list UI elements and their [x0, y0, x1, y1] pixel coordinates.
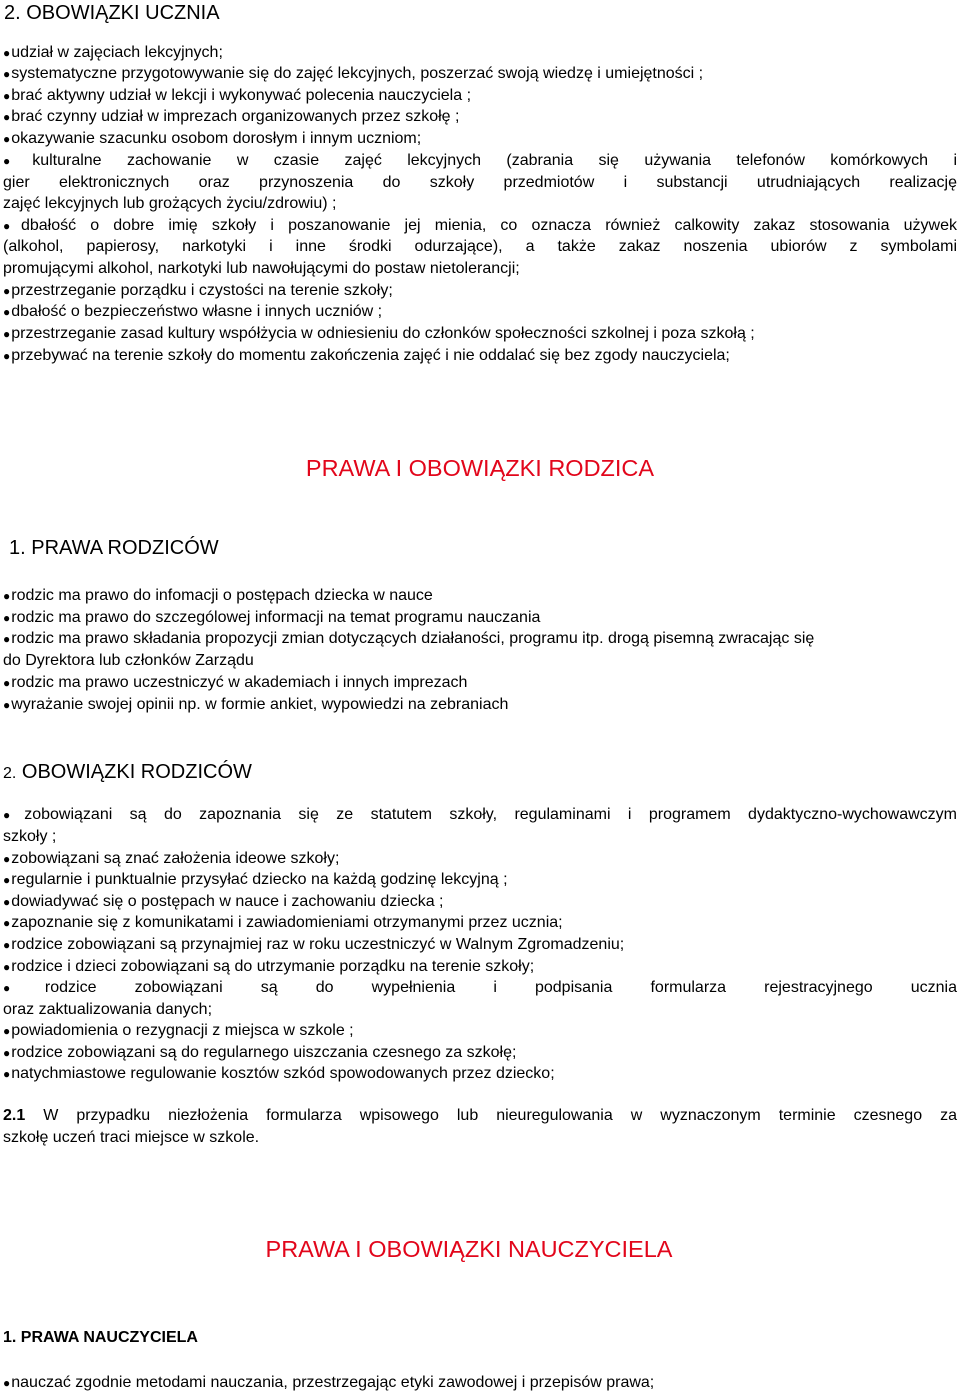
list-item-text: rodzic ma prawo do szczególowej informacji na temat programu nauczania: [11, 609, 541, 626]
list-item: [3, 301, 957, 324]
list-item-text: zajęć lekcyjnych lub grożących życiu/zdrowiu) ;: [3, 195, 337, 212]
bullet-icon: ●: [3, 219, 20, 233]
list-item: [3, 85, 957, 108]
list-item-text: przestrzeganie zasad kultury współżycia w odniesieniu do członków społeczności szkolnej i poza szkołą ;: [11, 325, 755, 342]
list-item-text: okazywanie szacunku osobom dorosłym i innym uczniom;: [11, 130, 422, 147]
list-item-text: natychmiastowe regulowanie kosztów szkód spowodowanych przez dziecko;: [11, 1065, 555, 1082]
list-item-text: zapoznanie się z komunikatami i zawiadomieniami otrzymanymi przez ucznia;: [11, 914, 563, 931]
list-item-text: dbałość o bezpieczeństwo własne i innych uczniów ;: [11, 303, 383, 320]
list-item-text: przebywać na terenie szkoły do momentu zakończenia zajęć i nie oddalać się bez zgody nauczyciela;: [11, 347, 730, 364]
list-item-text: zobowiązani są znać założenia ideowe szkoły;: [11, 850, 340, 867]
list-item: [3, 106, 957, 129]
bullet-icon: ●: [3, 67, 11, 81]
list-item: [3, 891, 957, 914]
list-item: [3, 1372, 957, 1395]
bullet-icon: ●: [3, 1067, 11, 1081]
bullet-icon: ●: [3, 1024, 11, 1038]
parent-duties-heading: [3, 760, 960, 786]
list-item: [3, 193, 957, 215]
list-item-text: rodzic ma prawo uczestniczyć w akademiach i innych imprezach: [11, 674, 468, 691]
bullet-icon: ●: [3, 132, 11, 146]
bullet-icon: ●: [3, 1046, 11, 1060]
list-item: [3, 912, 957, 935]
list-item: [3, 258, 957, 280]
list-item: [3, 236, 957, 258]
teacher-section-title: PRAWA I OBOWIĄZKI NAUCZYCIELA: [265, 1236, 673, 1262]
bullet-icon: ●: [3, 46, 11, 60]
bullet-icon: ●: [3, 852, 11, 866]
list-item-text: rodzic ma prawo do infomacji o postępach dziecka w nauce: [11, 587, 433, 604]
page-title: 2. OBOWIĄZKI UCZNIA: [4, 2, 220, 24]
parent-duties-number: 2.: [3, 765, 17, 782]
list-item-text: nauczać zgodnie metodami nauczania, przestrzegając etyki zawodowej i przepisów prawa;: [11, 1374, 655, 1391]
bullet-icon: ●: [3, 89, 11, 103]
parent-duties-label: OBOWIĄZKI RODZICÓW: [21, 761, 252, 783]
enrollment-note-line-1: [3, 1105, 957, 1127]
list-item-text: rodzice i dzieci zobowiązani są do utrzymanie porządku na terenie szkoły;: [11, 958, 535, 975]
bullet-icon: ●: [3, 349, 11, 363]
bullet-icon: ●: [3, 676, 11, 690]
list-item-text: szkoły ;: [3, 828, 57, 845]
list-item: [3, 1020, 957, 1043]
parent-rights-heading: 1. PRAWA RODZICÓW: [9, 537, 219, 559]
list-item-text: rodzice zobowiązani są do wypełnienia i podpisania formularza rejestracyjnego ucznia: [44, 979, 957, 996]
list-item: [3, 999, 957, 1021]
list-item: [3, 848, 957, 871]
list-item: [3, 804, 957, 827]
list-item-text: brać czynny udział w imprezach organizowanych przez szkołę ;: [11, 108, 460, 125]
list-item-text: wyrażanie swojej opinii np. w formie ankiet, wypowiedzi na zebraniach: [11, 696, 509, 713]
list-item: [3, 585, 957, 608]
list-item: [3, 1042, 957, 1065]
list-item: [3, 280, 957, 303]
list-item: [3, 128, 957, 151]
list-item-text: gier elektronicznych oraz przynoszenia do szkoły przedmiotów i substancji utrudniających realizację: [3, 174, 957, 191]
list-item-text: dowiadywać się o postępach w nauce i zachowaniu dziecka ;: [11, 893, 444, 910]
list-item: [3, 628, 957, 651]
teacher-rights-heading: 1. PRAWA NAUCZYCIELA: [3, 1329, 198, 1346]
bullet-icon: ●: [3, 1376, 11, 1390]
list-item-text: rodzic ma prawo składania propozycji zmian dotyczących działaności, programu itp. drogą pisemną zwracając się: [11, 630, 815, 647]
list-item: [3, 150, 957, 173]
bullet-icon: ●: [3, 960, 11, 974]
list-item-text: (alkohol, papierosy, narkotyki i inne środki odurzające), a także zakaz noszenia ubiorów z symbolami: [3, 238, 957, 255]
bullet-icon: ●: [3, 154, 32, 168]
list-item-text: dbałość o dobre imię szkoły i poszanowanie jej mienia, co oznacza również calkowity zakaz stosowania używek: [20, 217, 957, 234]
enrollment-note-number: 2.1: [3, 1107, 26, 1124]
list-item-text: udział w zajęciach lekcyjnych;: [11, 44, 223, 61]
list-item: [3, 607, 957, 630]
list-item: [3, 672, 957, 695]
list-item: [3, 977, 957, 1000]
bullet-icon: ●: [3, 895, 11, 909]
bullet-icon: ●: [3, 632, 11, 646]
list-item: [3, 42, 957, 65]
list-item-text: przestrzeganie porządku i czystości na terenie szkoły;: [11, 282, 393, 299]
list-item-text: kulturalne zachowanie w czasie zajęć lekcyjnych (zabrania się używania telefonów komórkowych i: [32, 152, 958, 169]
bullet-icon: ●: [3, 611, 11, 625]
parent-section-title: PRAWA I OBOWIĄZKI RODZICA: [305, 455, 655, 481]
bullet-icon: ●: [3, 589, 11, 603]
enrollment-note-line-2: szkołę uczeń traci miejsce w szkole.: [3, 1129, 260, 1146]
list-item-text: rodzice zobowiązani są do regularnego uiszczania czesnego za szkołę;: [11, 1044, 517, 1061]
bullet-icon: ●: [3, 327, 11, 341]
bullet-icon: ●: [3, 284, 11, 298]
enrollment-note-text: W przypadku niezłożenia formularza wpisowego lub nieuregulowania w wyznaczonym terminie czesnego za: [43, 1107, 957, 1124]
list-item-text: oraz zaktualizowania danych;: [3, 1001, 213, 1018]
list-item-text: systematyczne przygotowywanie się do zajęć lekcyjnych, poszerzać swoją wiedzę i umiejętności ;: [11, 65, 704, 82]
bullet-icon: ●: [3, 305, 11, 319]
list-item: [3, 215, 957, 238]
list-item: [3, 63, 957, 86]
list-item-text: regularnie i punktualnie przysyłać dziecko na każdą godzinę lekcyjną ;: [11, 871, 508, 888]
list-item: [3, 869, 957, 892]
bullet-icon: ●: [3, 981, 44, 995]
list-item: [3, 934, 957, 957]
list-item-text: rodzice zobowiązani są przynajmiej raz w roku uczestniczyć w Walnym Zgromadzeniu;: [11, 936, 625, 953]
list-item: [3, 694, 957, 717]
bullet-icon: ●: [3, 873, 11, 887]
list-item: [3, 956, 957, 979]
list-item: [3, 345, 957, 368]
list-item: [3, 650, 957, 672]
bullet-icon: ●: [3, 938, 11, 952]
bullet-icon: ●: [3, 916, 11, 930]
list-item: [3, 1063, 957, 1086]
list-item: [3, 826, 957, 848]
bullet-icon: ●: [3, 808, 24, 822]
bullet-icon: ●: [3, 698, 11, 712]
list-item: [3, 323, 957, 346]
list-item-text: zobowiązani są do zapoznania się ze statutem szkoły, regulaminami i programem dydaktyczno-wychowawczym: [24, 806, 958, 823]
list-item-text: brać aktywny udział w lekcji i wykonywać polecenia nauczyciela ;: [11, 87, 472, 104]
list-item-text: powiadomienia o rezygnacji z miejsca w szkole ;: [11, 1022, 354, 1039]
list-item: [3, 172, 957, 194]
bullet-icon: ●: [3, 110, 11, 124]
list-item-text: do Dyrektora lub członków Zarządu: [3, 652, 254, 669]
list-item-text: promującymi alkohol, narkotyki lub nawołującymi do postaw nietolerancji;: [3, 260, 520, 277]
